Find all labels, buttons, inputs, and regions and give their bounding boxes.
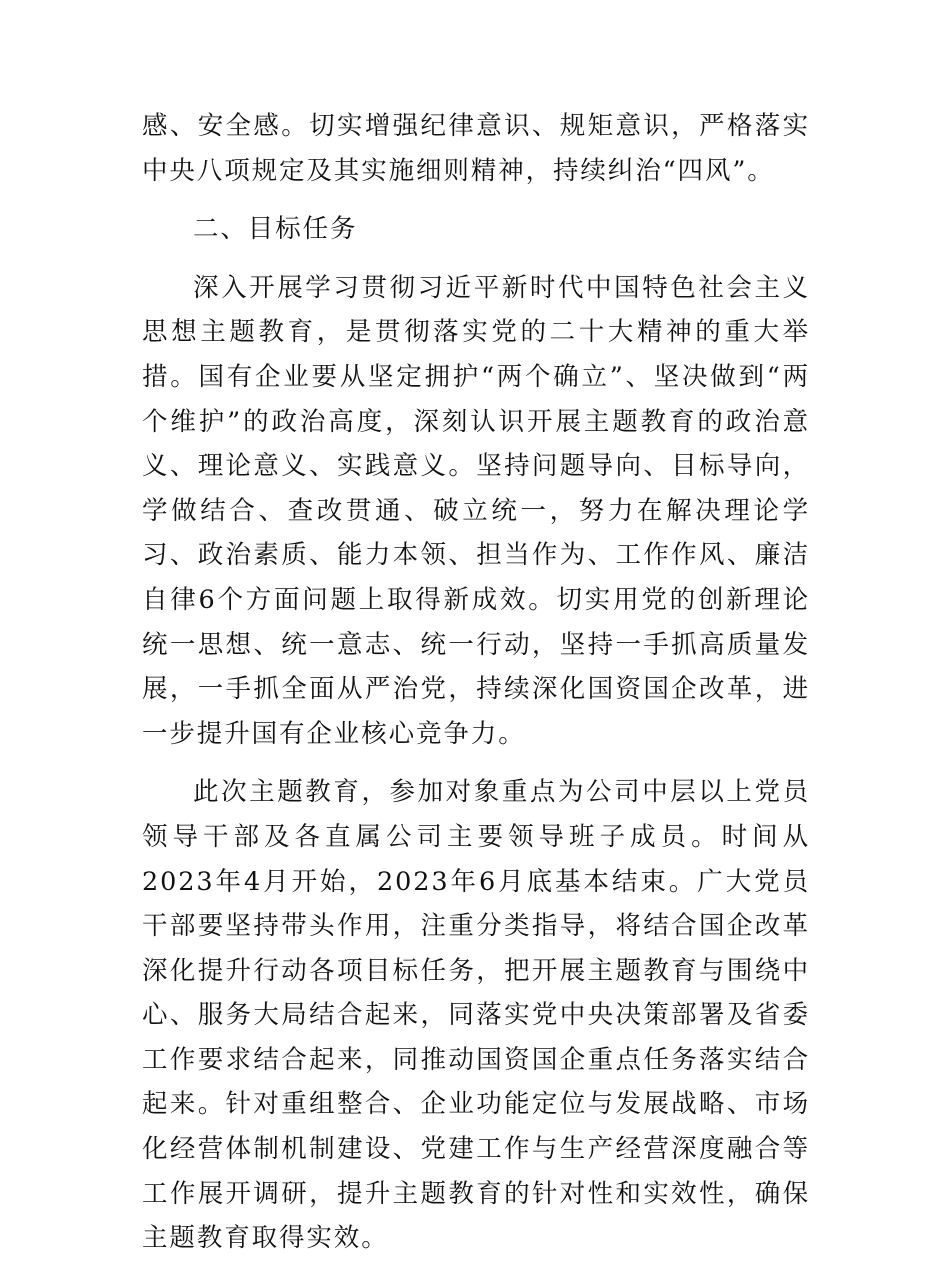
paragraph-scope: 此次主题教育，参加对象重点为公司中层以上党员领导干部及各直属公司主要领导班子成员。时间从2023年4月开始，2023年6月底基本结束。广大党员干部要坚持带头作用，注重分类指导，将结合国企改革深化提升行动各项目标任务，把开展主题教育与围绕中心、服务大局结合起来，同落实党中央决策部署及省委工作要求结合起来，同推动国资国企重点任务落实结合起来。针对重组整合、企业功能定位与发展战略、市场化经营体制机制建设、党建工作与生产经营深度融合等工作展开调研，提升主题教育的针对性和实效性，确保主题教育取得实效。	[142, 777, 810, 1254]
section-heading: 二、目标任务	[193, 214, 358, 245]
paragraph-goals: 深入开展学习贯彻习近平新时代中国特色社会主义思想主题教育，是贯彻落实党的二十大精神的重大举措。国有企业要从坚定拥护“两个确立”、坚决做到“两个维护”的政治高度，深刻认识开展主题教育的政治意义、理论意义、实践意义。坚持问题导向、目标导向，学做结合、查改贯通、破立统一，努力在解决理论学习、政治素质、能力本领、担当作为、工作作风、廉洁自律6个方面问题上取得新成效。切实用党的创新理论统一思想、统一意志、统一行动，坚持一手抓高质量发展，一手抓全面从严治党，持续深化国资国企改革，进一步提升国有企业核心竞争力。	[142, 272, 810, 749]
paragraph-continuation: 感、安全感。切实增强纪律意识、规矩意识，严格落实中央八项规定及其实施细则精神，持续纠治“四风”。	[142, 111, 810, 186]
document-page	[142, 104, 810, 1275]
